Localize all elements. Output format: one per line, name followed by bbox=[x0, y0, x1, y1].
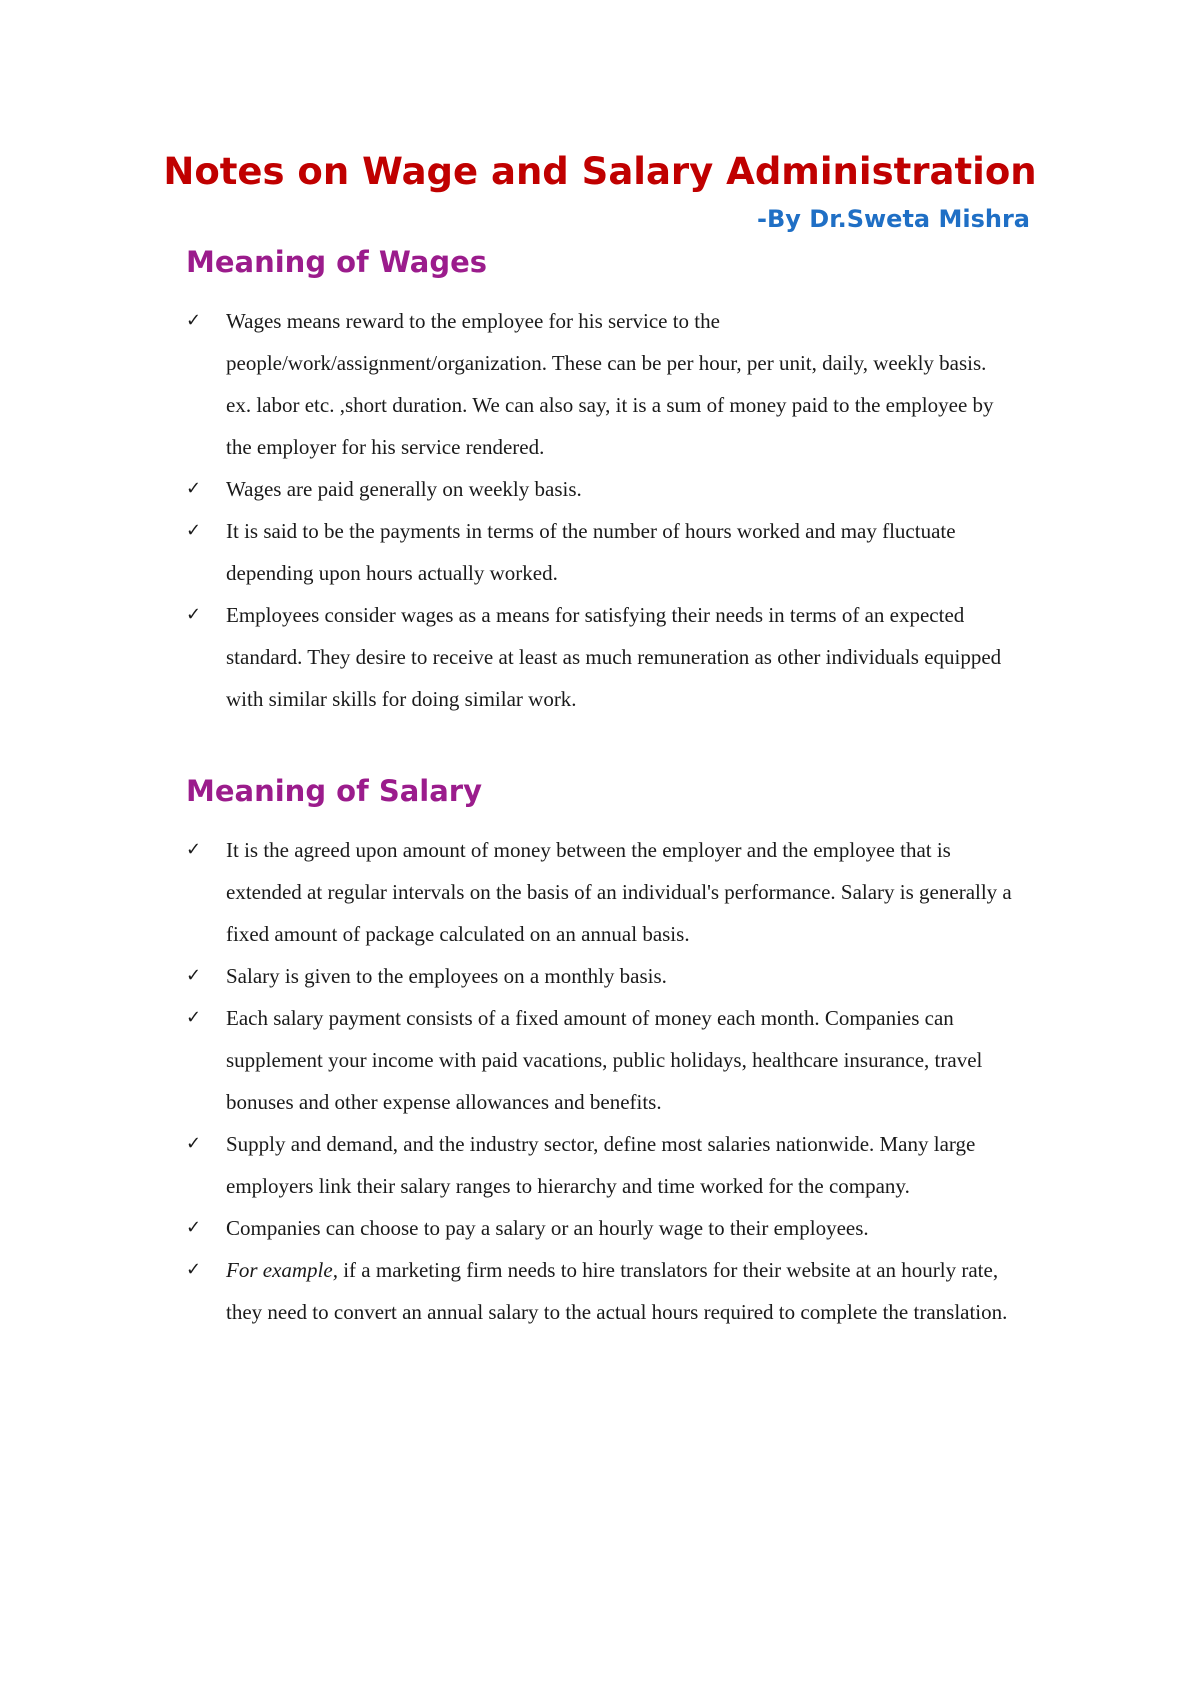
list-item bbox=[186, 468, 1016, 510]
list-item-text: It is the agreed upon amount of money between the employer and the employee that is extended at regular intervals on the basis of an individual's performance. Salary is generally a fixed amount of package calculated on an annual basis. bbox=[226, 838, 1012, 946]
list-item-text: It is said to be the payments in terms of the number of hours worked and may fluctuate depending upon hours actually worked. bbox=[226, 519, 956, 585]
check-icon: ✓ bbox=[186, 520, 202, 541]
check-icon: ✓ bbox=[186, 1007, 202, 1028]
wages-bullet-list bbox=[186, 300, 1016, 720]
list-item bbox=[186, 1207, 1016, 1249]
document-author: -By Dr.Sweta Mishra bbox=[757, 205, 1030, 233]
document-title: Notes on Wage and Salary Administration bbox=[163, 150, 1037, 193]
list-item bbox=[186, 829, 1016, 955]
list-item bbox=[186, 1123, 1016, 1207]
list-item bbox=[186, 594, 1016, 720]
list-item bbox=[186, 997, 1016, 1123]
check-icon: ✓ bbox=[186, 839, 202, 860]
check-icon: ✓ bbox=[186, 965, 202, 986]
check-icon: ✓ bbox=[186, 604, 202, 625]
list-item-text: Wages means reward to the employee for his service to the people/work/assignment/organization. These can be per hour, per unit, daily, weekly basis. ex. labor etc. ,short duration. We can also say, it is a sum of money paid to the employee by the employer for his service rendered. bbox=[226, 309, 994, 459]
list-item-text: Employees consider wages as a means for satisfying their needs in terms of an expected standard. They desire to receive at least as much remuneration as other individuals equipped with similar skills for doing similar work. bbox=[226, 603, 1002, 711]
list-item-text: Companies can choose to pay a salary or an hourly wage to their employees. bbox=[226, 1216, 869, 1240]
check-icon: ✓ bbox=[186, 478, 202, 499]
section-heading-wages: Meaning of Wages bbox=[186, 245, 488, 279]
list-item bbox=[186, 300, 1016, 468]
check-icon: ✓ bbox=[186, 1133, 202, 1154]
salary-bullet-list bbox=[186, 829, 1016, 1333]
list-item-text: if a marketing firm needs to hire translators for their website at an hourly rate, they need to convert an annual salary to the actual hours required to complete the translation. bbox=[226, 1258, 1008, 1324]
list-item bbox=[186, 955, 1016, 997]
section-heading-salary: Meaning of Salary bbox=[186, 774, 482, 808]
list-item-text: Supply and demand, and the industry sector, define most salaries nationwide. Many large employers link their salary ranges to hierarchy and time worked for the company. bbox=[226, 1132, 976, 1198]
list-item bbox=[186, 1249, 1016, 1333]
list-item-text: Wages are paid generally on weekly basis. bbox=[226, 477, 582, 501]
list-item bbox=[186, 510, 1016, 594]
example-lead-text: For example, bbox=[226, 1258, 338, 1282]
check-icon: ✓ bbox=[186, 310, 202, 331]
check-icon: ✓ bbox=[186, 1217, 202, 1238]
list-item-text: Each salary payment consists of a fixed amount of money each month. Companies can supplement your income with paid vacations, public holidays, healthcare insurance, travel bonuses and other expense allowances and benefits. bbox=[226, 1006, 983, 1114]
check-icon: ✓ bbox=[186, 1259, 202, 1280]
list-item-text: Salary is given to the employees on a monthly basis. bbox=[226, 964, 667, 988]
